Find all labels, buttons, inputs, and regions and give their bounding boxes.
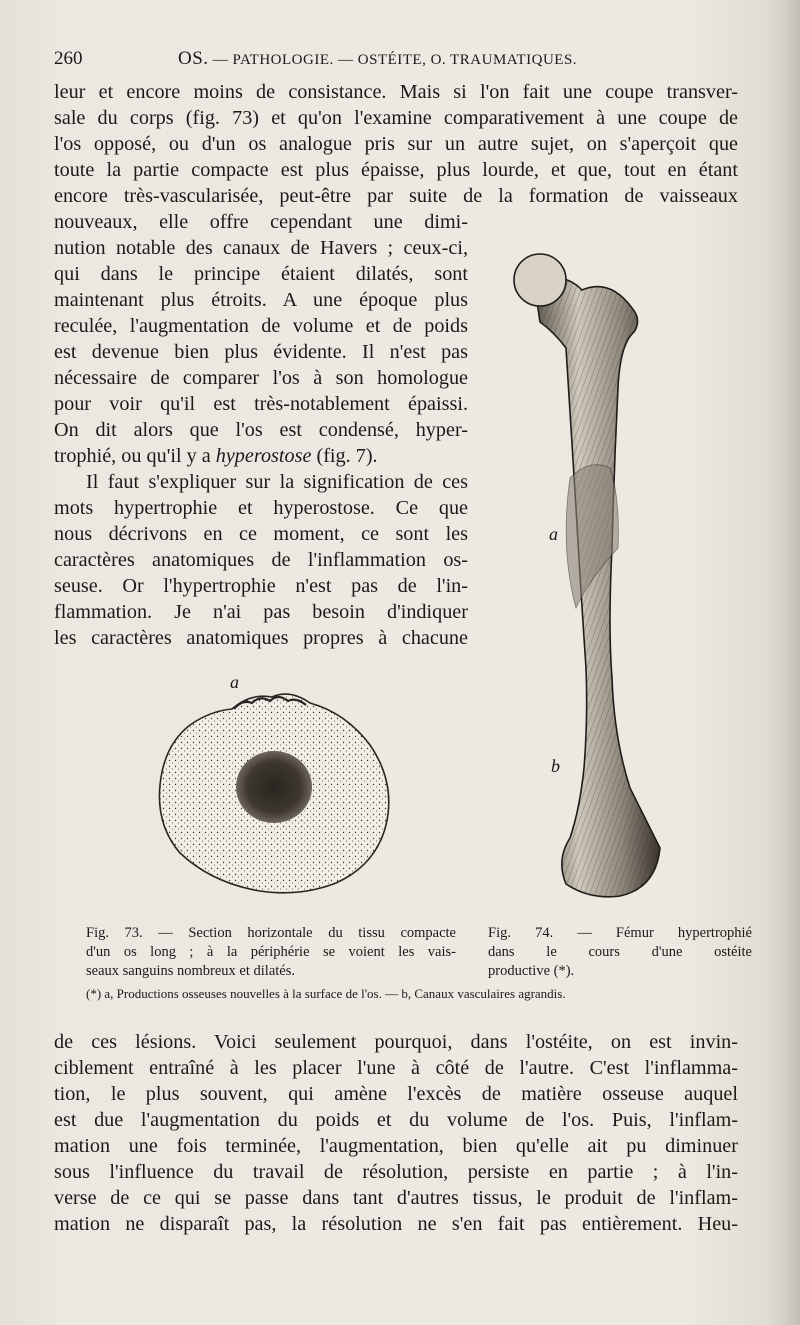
body-line: pour voir qu'il est très-notablement épaissi. [54, 393, 468, 415]
running-head [178, 48, 577, 70]
caption-line: dans le cours d'une ostéite [488, 944, 752, 960]
body-line: est devenue bien plus évidente. Il n'est pas [54, 341, 468, 363]
body-line: est due l'augmentation du poids et du volume de l'os. Puis, l'inflam- [54, 1109, 738, 1131]
body-line: mation une fois terminée, l'augmentation, bien qu'elle ait pu diminuer [54, 1135, 738, 1157]
body-line: mots hypertrophie et hyperostose. Ce que [54, 497, 468, 519]
body-line: verse de ce qui se passe dans tant d'autres tissus, le produit de l'inflam- [54, 1187, 738, 1209]
body-line: leur et encore moins de consistance. Mais si l'on fait une coupe transver- [54, 81, 738, 103]
page-number: 260 [54, 48, 83, 69]
caption-line: d'un os long ; à la périphérie se voient les vais- [86, 944, 456, 960]
body-line: ciblement entraîné à les placer l'une à côté de l'autre. C'est l'inflamma- [54, 1057, 738, 1079]
body-line: sous l'influence du travail de résolution, persiste en partie ; à l'in- [54, 1161, 738, 1183]
body-line: nécessaire de comparer l'os à son homologue [54, 367, 468, 389]
body-line: seuse. Or l'hypertrophie n'est pas de l'in- [54, 575, 468, 597]
caption-line: seaux sanguins nombreux et dilatés. [86, 963, 295, 979]
caption-line: Fig. 74. — Fémur hypertrophié [488, 925, 752, 941]
marrow-cavity [236, 751, 312, 823]
caption-line: Fig. 73. — Section horizontale du tissu compacte [86, 925, 456, 941]
body-line-text: trophié, ou qu'il y a [54, 445, 216, 467]
body-line: nouveaux, elle offre cependant une dimi- [54, 211, 468, 233]
page-edge-shadow [766, 0, 800, 1325]
body-line: de ces lésions. Voici seulement pourquoi, dans l'ostéite, on est invin- [54, 1031, 738, 1053]
caption-fig-73 [86, 924, 456, 981]
body-line: On dit alors que l'os est condensé, hyper- [54, 419, 468, 441]
figure-reference: (fig. 7). [311, 445, 378, 467]
figure-73-bone-section [150, 675, 400, 905]
body-line: encore très-vascularisée, peut-être par suite de la formation de vaisseaux [54, 185, 738, 207]
caption-fig-74 [488, 924, 752, 981]
caption-line: productive (*). [488, 963, 575, 979]
figure-footnote: (*) a, Productions osseuses nouvelles à la surface de l'os. — b, Canaux vasculaires agrandis. [86, 986, 566, 1001]
body-line: flammation. Je n'ai pas besoin d'indiquer [54, 601, 468, 623]
body-line: toute la partie compacte est plus épaisse, plus lourde, et que, tout en étant [54, 159, 738, 181]
term-hyperostose: hyperostose [215, 445, 312, 467]
body-line: caractères anatomiques de l'inflammation os- [54, 549, 468, 571]
body-line: maintenant plus étroits. A une époque plus [54, 289, 468, 311]
fig74-label-b: b [551, 756, 560, 776]
body-line: l'os opposé, ou d'un os analogue pris sur un autre sujet, on s'aperçoit que [54, 133, 738, 155]
body-line: reculée, l'augmentation de volume et de poids [54, 315, 468, 337]
figure-74-femur [500, 248, 670, 903]
running-header [54, 44, 754, 74]
running-head-prefix: OS. [178, 48, 209, 69]
body-line: sale du corps (fig. 73) et qu'on l'examine comparativement à une coupe de [54, 107, 738, 129]
body-line: les caractères anatomiques propres à chacune [54, 627, 468, 649]
fig73-label-a: a [230, 672, 239, 692]
body-line: Il faut s'expliquer sur la signification de ces [86, 471, 468, 493]
fig74-label-a: a [549, 524, 558, 544]
femoral-head [514, 254, 566, 306]
body-line: mation ne disparaît pas, la résolution ne s'en fait pas entièrement. Heu- [54, 1213, 738, 1235]
body-line: qui dans le principe étaient dilatés, sont [54, 263, 468, 285]
body-line: nution notable des canaux de Havers ; ceux-ci, [54, 237, 468, 259]
running-head-rest: — PATHOLOGIE. — OSTÉITE, O. TRAUMATIQUES. [208, 52, 578, 68]
body-line: tion, le plus souvent, qui amène l'excès de matière osseuse auquel [54, 1083, 738, 1105]
body-line: nous décrivons en ce moment, ce sont les [54, 523, 468, 545]
body-line [54, 443, 468, 469]
